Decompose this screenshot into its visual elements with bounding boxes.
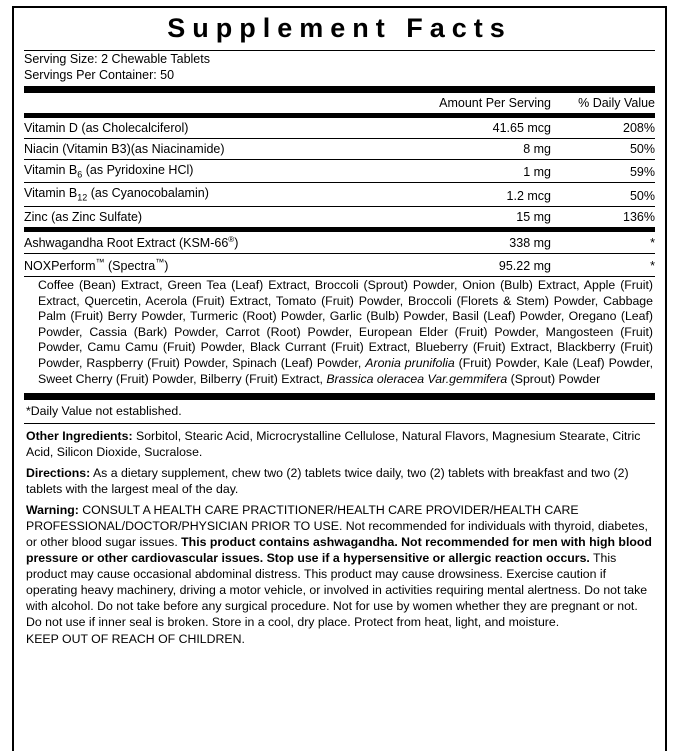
directions	[24, 461, 655, 498]
label-frame	[12, 6, 667, 751]
blend-amount: 338 mg	[401, 232, 551, 254]
nutrient-amount: 41.65 mcg	[401, 116, 551, 139]
nutrient-name: Vitamin $B_{12}$ (as Cyanocobalamin)	[24, 183, 401, 207]
divider-thick-1	[24, 86, 655, 93]
warning-label: Warning:	[26, 503, 79, 518]
blend-text-mid: (Fruit) Powder, Kale (Leaf) Powder, Sweet Cherry (Fruit) Powder, Bilberry (Fruit) Extract,	[38, 356, 654, 386]
nutrient-dv: 59%	[551, 159, 655, 183]
nutrient-name: Vitamin $B_6$ (as Pyridoxine HCl)	[24, 159, 401, 183]
nutrient-amount: 1.2 mcg	[401, 183, 551, 207]
nutrient-amount: 1 mg	[401, 159, 551, 183]
nutrient-dv: 50%	[551, 138, 655, 159]
serving-info	[24, 51, 655, 83]
nutrient-name: Zinc (as Zinc Sulfate)	[24, 206, 401, 227]
serving-size: Serving Size: 2 Chewable Tablets	[24, 51, 210, 66]
nutrient-name: Niacin (Vitamin B3)(as Niacinamide)	[24, 138, 401, 159]
blend-name: NOXPerform™ (Spectra™)	[24, 253, 401, 276]
blend-italic-two: Brassica oleracea Var.gemmifera	[326, 371, 508, 386]
warning-bold-text: This product contains ashwagandha. Not recommended for men with high blood pressure or other cardiovascular issues. Stop use if a hypersensitive or allergic reaction occurs.	[26, 535, 652, 566]
table-row	[24, 116, 655, 139]
warning	[24, 498, 655, 631]
keep-out-of-reach: KEEP OUT OF REACH OF CHILDREN.	[26, 632, 245, 647]
nutrient-dv: 208%	[551, 116, 655, 139]
header-daily-value: % Daily Value	[551, 93, 655, 114]
blend-amount: 95.22 mg	[401, 253, 551, 276]
nutrient-dv: 136%	[551, 206, 655, 227]
directions-text: As a dietary supplement, chew two (2) tablets twice daily, two (2) tablets with breakfast and two (2) tablets with the largest meal of the day.	[26, 466, 629, 497]
table-row	[24, 159, 655, 183]
table-row	[24, 253, 655, 276]
blend-table	[24, 232, 655, 277]
blend-italic-one: Aronia prunifolia	[365, 356, 455, 371]
nutrient-amount: 8 mg	[401, 138, 551, 159]
divider-thick-2	[24, 393, 655, 400]
table-row	[24, 138, 655, 159]
blend-ingredient-list	[24, 277, 655, 391]
servings-per-container: Servings Per Container: 50	[24, 67, 175, 82]
table-row	[24, 183, 655, 207]
other-ingredients-text: Sorbitol, Stearic Acid, Microcrystalline Cellulose, Natural Flavors, Magnesium Stearate, Citric Acid, Silicon Dioxide, Sucralose.	[26, 429, 641, 460]
page-title: Supplement Facts	[167, 13, 512, 43]
warning-text-1: CONSULT A HEALTH CARE PRACTITIONER/HEALTH CARE PROVIDER/HEALTH CARE PROFESSIONAL/DOCTOR/PHYSICIAN PRIOR TO USE. Not recommended for individuals with thyroid, diabetes, or other blood sugar issues.	[26, 503, 648, 550]
nutrition-table	[24, 93, 655, 228]
nutrient-amount: 15 mg	[401, 206, 551, 227]
blend-name: Ashwagandha Root Extract (KSM-66®)	[24, 232, 401, 254]
blend-dv: *	[551, 232, 655, 254]
table-header-row	[24, 93, 655, 114]
nutrient-dv: 50%	[551, 183, 655, 207]
warning-text-2: This product may cause occasional abdominal distress. This product may cause drowsiness. Exercise caution if operating heavy machinery, driving a motor vehicle, or involved in activities requiring mental alertness. Do not take with alcohol. Do not take before any surgical procedure. Not for use by women whether they are pregnant or not. Do not use if inner seal is broken. Store in a cool, dry place. Protect from heat, light, and moisture.	[26, 551, 648, 630]
header-amount-per-serving: Amount Per Serving	[401, 93, 551, 114]
directions-label: Directions:	[26, 466, 91, 481]
other-ingredients	[24, 424, 655, 461]
table-row	[24, 206, 655, 227]
daily-value-footnote: *Daily Value not established.	[26, 404, 182, 419]
nutrient-name: Vitamin D (as Cholecalciferol)	[24, 116, 401, 139]
other-ingredients-label: Other Ingredients:	[26, 429, 133, 444]
header-blank	[24, 93, 401, 114]
blend-dv: *	[551, 253, 655, 276]
blend-text-start: Coffee (Bean) Extract, Green Tea (Leaf) Extract, Broccoli (Sprout) Powder, Onion (Bulb) Extract, Apple (Fruit) Extract, Quercetin, Acerola (Fruit) Extract, Tomato (Fruit) Powder, Broccoli (Florets & Stem) Powder, Cabbage Palm (Fruit) Berry Powder, Turmeric (Root) Powder, Garlic (Bulb) Powder, Basil (Leaf) Powder, Oregano (Leaf) Powder, Cassia (Bark) Powder, Carrot (Root) Powder, European Elder (Fruit) Powder, Mangosteen (Fruit) Powder, Camu Camu (Fruit) Powder, Black Currant (Fruit) Extract, Blueberry (Fruit) Extract, Blackberry (Fruit) Powder, Raspberry (Fruit) Powder, Spinach (Leaf) Powder,	[38, 278, 653, 371]
blend-text-end: (Sprout) Powder	[507, 371, 601, 386]
table-row	[24, 232, 655, 254]
